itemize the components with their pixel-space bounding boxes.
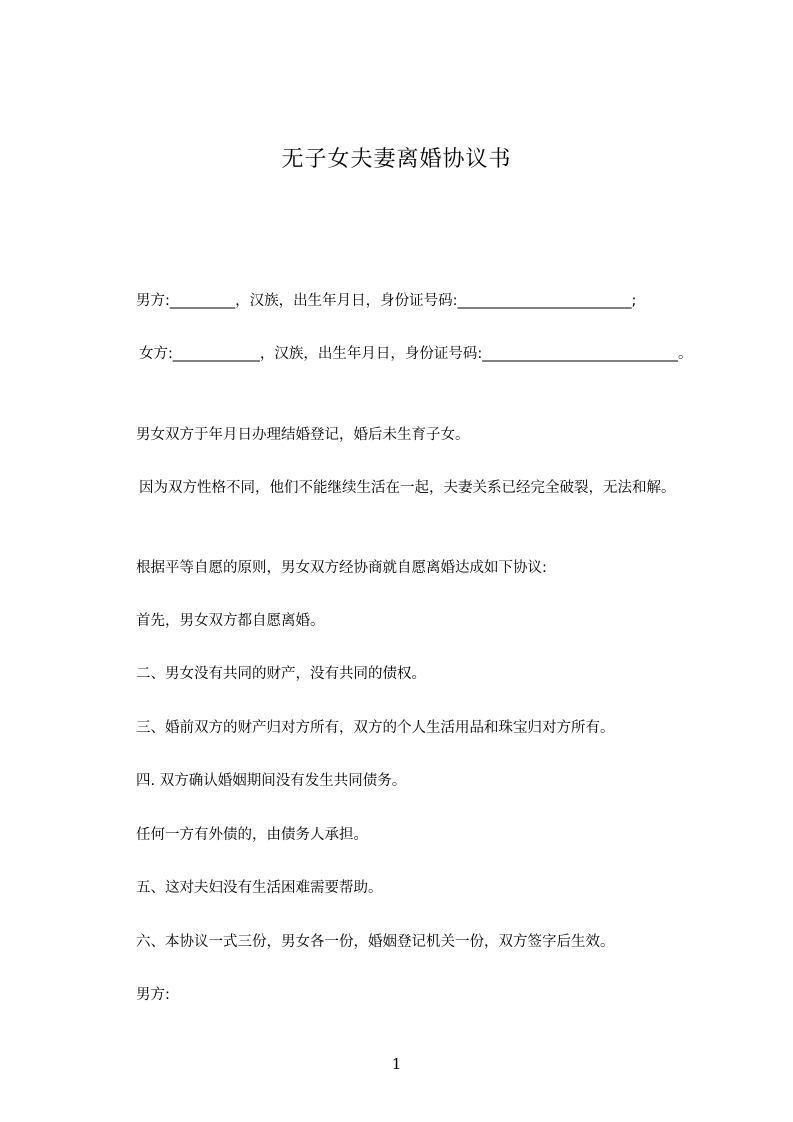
page-number: 1 — [391, 1055, 402, 1073]
clause-four: 四. 双方确认婚姻期间没有发生共同债务。 — [136, 773, 407, 789]
clause-five: 五、这对夫妇没有生活困难需要帮助。 — [136, 880, 383, 896]
clause-two: 二、男女没有共同的财产，没有共同的债权。 — [136, 666, 426, 682]
clause-four-note: 任何一方有外债的，由债务人承担。 — [136, 827, 368, 843]
document-title: 无子女夫妻离婚协议书 — [281, 147, 512, 172]
paragraph-marriage-registration: 男女双方于年月日办理结婚登记，婚后未生育子女。 — [136, 427, 470, 443]
clause-six: 六、本协议一式三份，男女各一份，婚姻登记机关一份，双方签字后生效。 — [136, 934, 615, 950]
clause-three: 三、婚前双方的财产归对方所有，双方的个人生活用品和珠宝归对方所有。 — [136, 720, 615, 736]
signature-male-party: 男方: — [136, 987, 170, 1003]
paragraph-divorce-reason: 因为双方性格不同，他们不能继续生活在一起，夫妻关系已经完全破裂，无法和解。 — [139, 480, 676, 496]
clause-one: 首先，男女双方都自愿离婚。 — [136, 613, 325, 629]
paragraph-agreement-basis: 根据平等自愿的原则，男女双方经协商就自愿离婚达成如下协议: — [136, 560, 547, 576]
paragraph-male-party-info: 男方:_________，汉族，出生年月日，身份证号码:________________________; — [136, 293, 637, 309]
paragraph-female-party-info: 女方:____________，汉族，出生年月日，身份证号码:___________________________。 — [139, 346, 693, 362]
